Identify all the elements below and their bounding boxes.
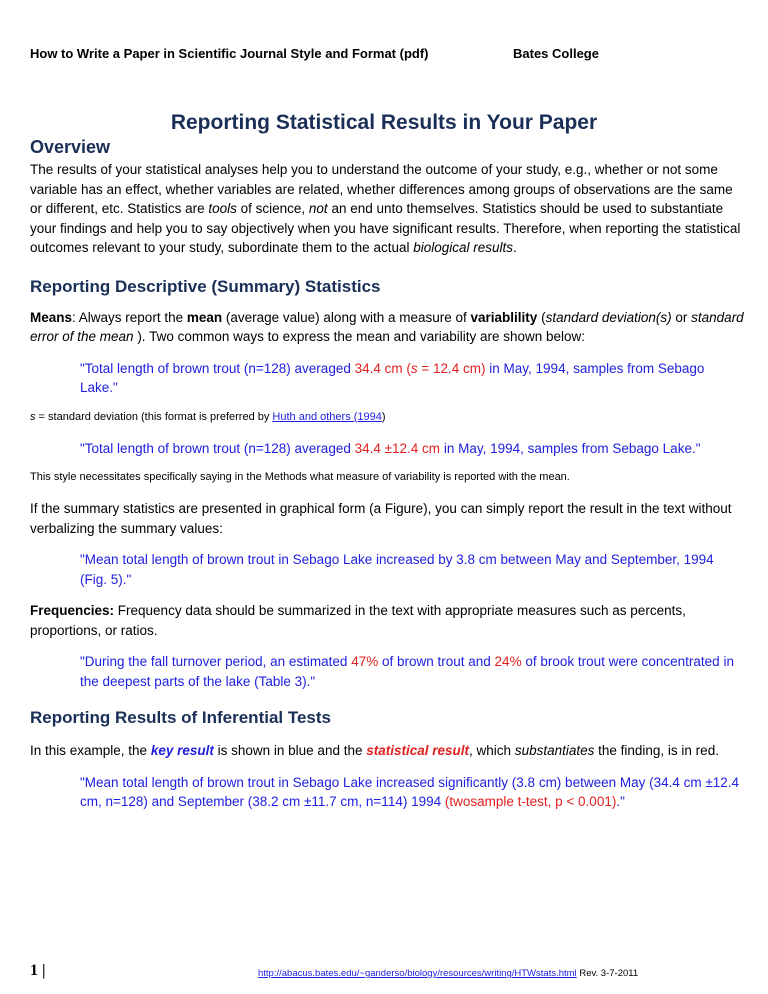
methods-note: This style necessitates specifically saying in the Methods what measure of variability is reported with the mean. [30, 471, 570, 483]
footer-source [258, 968, 638, 979]
overview-paragraph: The results of your statistical analyses help you to understand the outcome of your study, e.g., whether or not some variable has an effect, whether variables are related, whether differences among groups of observations are the same or different, etc. Statistics are tools of science, not an end unto themselves. Statistics should be used to substantiate your findings and help you to say objectively when you have significant results. Therefore, when reporting the statistical outcomes relevant to your study, subordinate them to the actual biological results. [30, 162, 741, 255]
means-paragraph: Means: Always report the mean (average value) along with a measure of variablility (standard deviation(s) or standard error of the mean ). Two common ways to express the mean and variability are shown below: [30, 309, 744, 344]
overview-heading: Overview [30, 137, 111, 157]
huth-reference-link[interactable]: Huth and others (1994 [272, 410, 382, 423]
inferential-paragraph: In this example, the key result is shown in blue and the statistical result, which substantiates the finding, is in red. [30, 743, 719, 758]
example-quote-plusminus: "Total length of brown trout (n=128) averaged 34.4 ±12.4 cm in May, 1994, samples from Sebago Lake." [80, 440, 701, 456]
main-content [30, 136, 744, 812]
source-url-link[interactable]: http://abacus.bates.edu/~ganderso/biology/resources/writing/HTWstats.html [258, 968, 577, 979]
page-number: 1 | [30, 962, 46, 979]
running-header-institution: Bates College [513, 46, 599, 61]
example-quote-inferential: "Mean total length of brown trout in Sebago Lake increased significantly (3.8 cm) between May (34.4 cm ±12.4 cm, n=128) and September (38.2 cm ±11.7 cm, n=114) 1994 (twosample t-test, p < 0.001)." [80, 774, 740, 809]
descriptive-heading: Reporting Descriptive (Summary) Statistics [30, 276, 381, 296]
running-header-title: How to Write a Paper in Scientific Journal Style and Format (pdf) [30, 46, 429, 61]
example-quote-frequencies: "During the fall turnover period, an estimated 47% of brown trout and 24% of brook trout were concentrated in the deepest parts of the lake (Table 3)." [80, 654, 734, 689]
example-quote-figure: "Mean total length of brown trout in Sebago Lake increased by 3.8 cm between May and September, 1994 (Fig. 5)." [80, 552, 714, 587]
example-quote-sd: "Total length of brown trout (n=128) averaged 34.4 cm (s = 12.4 cm) in May, 1994, samples from Sebago Lake." [80, 360, 705, 395]
sd-note: s = standard deviation (this format is preferred by Huth and others (1994) [30, 410, 386, 423]
page-title: Reporting Statistical Results in Your Paper [170, 111, 598, 134]
frequencies-paragraph: Frequencies: Frequency data should be summarized in the text with appropriate measures such as percents, proportions, or ratios. [30, 603, 686, 638]
graph-paragraph: If the summary statistics are presented in graphical form (a Figure), you can simply report the result in the text without verbalizing the summary values: [30, 501, 732, 536]
revision-date: Rev. 3-7-2011 [579, 968, 639, 979]
inferential-heading: Reporting Results of Inferential Tests [30, 708, 332, 727]
